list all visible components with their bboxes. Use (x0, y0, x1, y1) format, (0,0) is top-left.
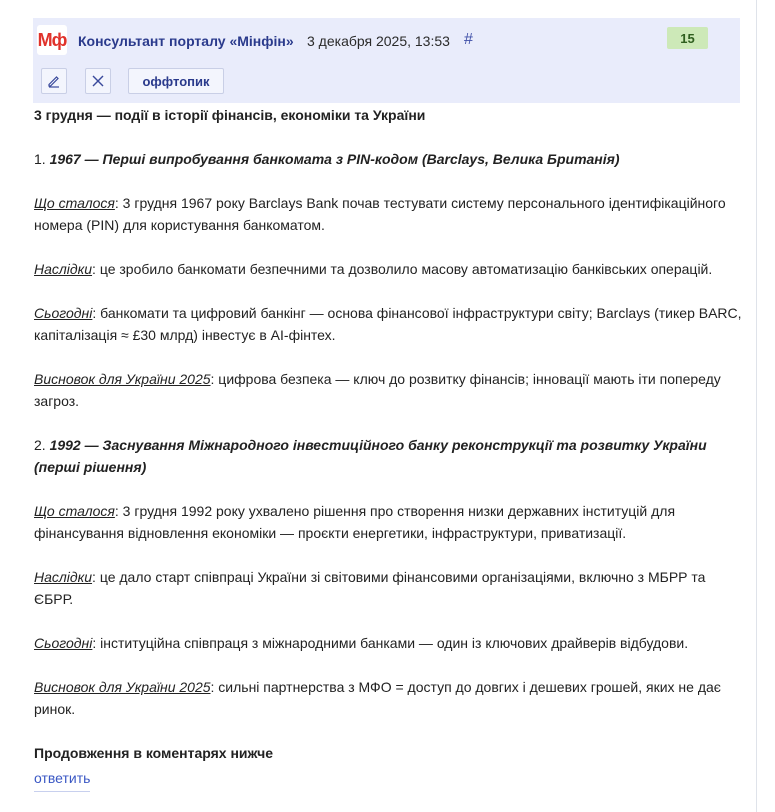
today-label: Сьогодні (34, 635, 93, 651)
consequences-text: : це зробило банкомати безпечними та дозволило масову автоматизацію банківських операцій. (92, 261, 713, 277)
post-title: 3 грудня — події в історії фінансів, економіки та України (34, 107, 426, 123)
happened-label: Що сталося (34, 503, 115, 519)
event-1-heading (34, 148, 744, 170)
permalink-hash-link[interactable]: # (464, 31, 473, 48)
event-number: 1. (34, 151, 46, 167)
event-1-consequences (34, 258, 744, 280)
continuation-note: Продовження в коментарях нижче (34, 745, 274, 761)
event-2-heading (34, 434, 744, 478)
happened-text: : 3 грудня 1992 року ухвалено рішення про створення низки державних інституцій для фінансування відновлення економіки — проєкти енергетики, інфраструктури, приватизації. (34, 503, 676, 541)
event-2-happened (34, 500, 744, 544)
close-icon (91, 74, 105, 88)
pencil-icon (47, 74, 61, 88)
event-title: 1967 — Перші випробування банкомата з PIN-кодом (Barclays, Велика Британія) (49, 151, 620, 167)
comment-date: 3 декабря 2025, 13:53 (307, 33, 450, 49)
event-number: 2. (34, 437, 46, 453)
happened-label: Що сталося (34, 195, 115, 211)
consequences-label: Наслідки (34, 261, 93, 277)
event-2-today (34, 632, 744, 654)
today-text: : банкомати та цифровий банкінг — основа фінансової інфраструктури світу; Barclays (тикер BARC, капіталізація ≈ £30 млрд) інвестує в AI-фінтех. (34, 305, 742, 343)
edit-button[interactable] (41, 68, 67, 94)
conclusion-text: : сильні партнерства з МФО = доступ до довгих і дешевих грошей, яких не дає ринок. (34, 679, 721, 717)
today-text: : інституційна співпраця з міжнародними банками — один із ключових драйверів відбудови. (92, 635, 689, 651)
event-title: 1992 — Заснування Міжнародного інвестиційного банку реконструкції та розвитку України (перші рішення) (34, 437, 707, 475)
comment-header (33, 18, 740, 103)
delete-button[interactable] (85, 68, 111, 94)
minfin-logo[interactable]: Мф (37, 25, 67, 55)
offtopic-button[interactable]: оффтопик (128, 68, 224, 94)
event-2-consequences (34, 566, 744, 610)
page-frame-border (756, 0, 757, 812)
event-1-today (34, 302, 744, 346)
rating-badge[interactable]: 15 (667, 27, 708, 49)
event-1-happened (34, 192, 744, 236)
reply-link[interactable]: ответить (34, 767, 90, 792)
author-name-link[interactable]: Консультант порталу «Мінфін» (78, 33, 294, 49)
conclusion-label: Висновок для України 2025 (34, 371, 211, 387)
event-2-conclusion (34, 676, 744, 720)
happened-text: : 3 грудня 1967 року Barclays Bank почав тестувати систему персонального ідентифікаційного номера (PIN) для користування банкоматом. (34, 195, 726, 233)
comment-body (34, 104, 744, 792)
event-1-conclusion (34, 368, 744, 412)
consequences-text: : це дало старт співпраці України зі світовими фінансовими організаціями, включно з МБРР та ЄБРР. (34, 569, 706, 607)
today-label: Сьогодні (34, 305, 93, 321)
consequences-label: Наслідки (34, 569, 93, 585)
conclusion-label: Висновок для України 2025 (34, 679, 211, 695)
conclusion-text: : цифрова безпека — ключ до розвитку фінансів; інновації мають іти попереду загроз. (34, 371, 721, 409)
